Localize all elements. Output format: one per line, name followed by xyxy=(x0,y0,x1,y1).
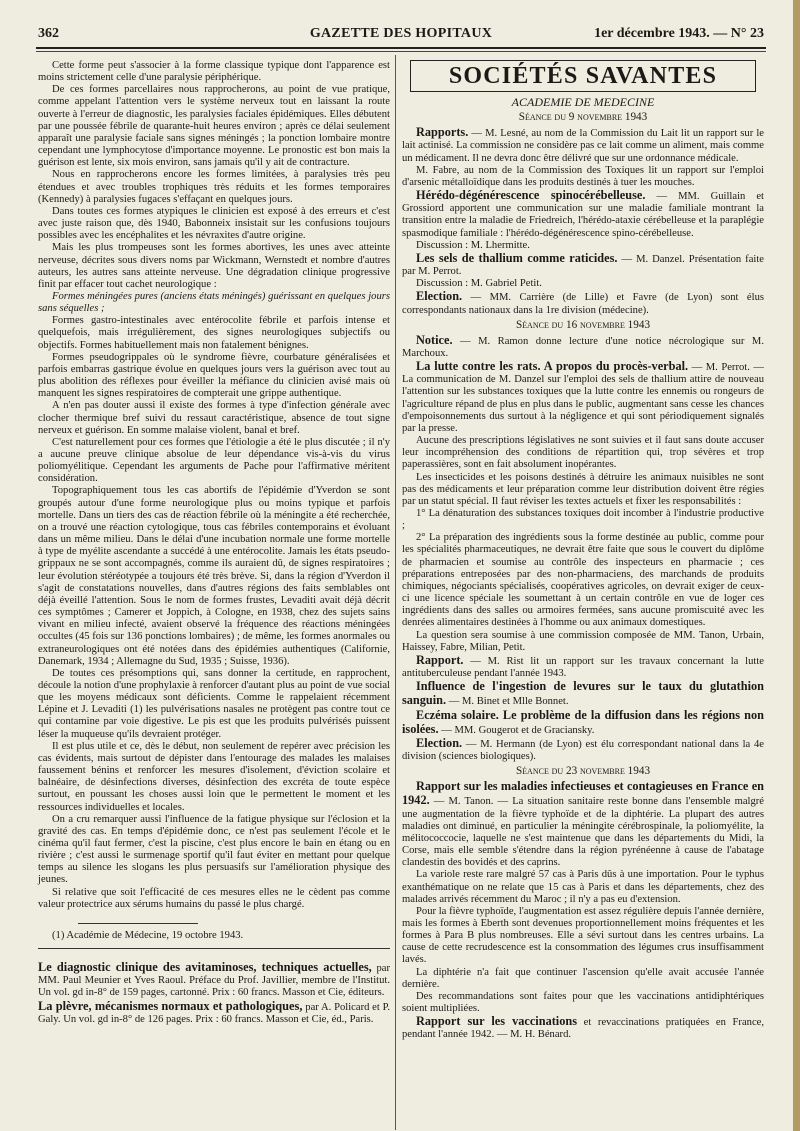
paragraph: Nous en rapprocherons encore les formes limitées, à paralysies très peu étendues et avec troubles trophiques très réduits et les formes temporaires (Kennedy) à paralysies fugaces s'effaçant en quelques jours. xyxy=(38,169,390,205)
item-heading: Election. xyxy=(416,289,463,304)
session-item xyxy=(402,165,764,189)
item-text: M. Fabre, au nom de la Commission des Toxiques lit un rapport sur l'emploi d'arsenic métalloïdique dans les produits destinés à tuer les mouches. xyxy=(402,164,764,188)
paragraph: Si relative que soit l'efficacité de ces mesures elles ne le cèdent pas comme valeur protectrice aux sérums humains du passé le plus chargé. xyxy=(38,886,390,910)
item-text: — M. Danzel. Présentation faite par M. Perrot. xyxy=(402,253,764,278)
session-item xyxy=(402,472,764,508)
paragraph: De toutes ces présomptions qui, sans donner la certitude, en rapprochent, découle la notion d'une prophylaxie à renforcer d'autant plus au point de vue social que les moyens médicaux sont déficients. Comme le rappelaient récemment Lépine et J. Levaditi (1) les pulvérisations nasales ne protègent pas contre tout ce qui contamine par voie digestive. Le pis est que les produits pulvérisés puissent léser la muqueuse qu'ils devraient protéger. xyxy=(38,667,390,740)
session-item xyxy=(402,680,764,708)
column-separator xyxy=(395,55,396,1130)
session-item xyxy=(402,654,764,680)
session-item xyxy=(402,252,764,278)
item-text: — MM. Gougerot et de Graciansky. xyxy=(441,724,595,736)
book-title: Le diagnostic clinique des avitaminoses, techniques actuelles, xyxy=(38,960,372,975)
item-heading: Election. xyxy=(416,735,463,750)
item-text: 1° La dénaturation des substances toxiques doit incomber à l'industrie productive ; xyxy=(402,508,764,532)
item-text: — MM. Guillain et Grossiord apportent une communication sur une maladie familiale montrant la transition entre la maladie de Friedreich, l'hérédo-ataxie cérébelleuse et la paraplégie spasmodique familiale : l'hérédo-dégénérescence spino-cérébelleuse. xyxy=(402,191,764,239)
sessions-container xyxy=(402,111,764,1041)
paragraph: Topographiquement tous les cas abortifs de l'épidémie d'Yverdon se sont groupés autour d'une forme neurologique plus ou moins typique et parfois mortelle. Dans un tiers des cas de réaction fébrile où la méningite a été recherchée, on a trouvé une réaction cytologique, tous cas fébriles contemporains et évoluant dans un même milieu. Dans le délai d'une incubation normale une forme mortelle à type de myélite ascendante a succédé à une entérocolite. Jamais les états pseudo-grippaux ne se sont accompagnés, comme ils auraient dû, de signes respiratoires ; leur évolution stéréotypée a toujours été très brève. Si, dans la région d'Yverdon il s'agit de constatations nouvelles, dans d'autres régions des faits semblables ont déjà éveillé l'attention. Sous le nom de formes frustes, Levaditi avait déjà décrit ces symptômes ; Camerer et Joppich, à Cologne, en 1938, chez des sujets sains vivant en milieu infecté, avaient observé la fréquence des réactions méningées occultes (45 fois sur 136 ponctions lombaires) ; de même, les formes anormales ou extraneurologiques ont été notées dans des épidémies authentiques (Californie, Danemark, 1934 ; Allemagne du Sud, 1935 ; Suisse, 1936). xyxy=(38,485,390,667)
session-item xyxy=(402,1015,764,1041)
session-heading: Séance du 9 novembre 1943 xyxy=(518,111,648,124)
item-heading: Les sels de thallium comme raticides. xyxy=(416,250,618,265)
item-heading: Influence de l'ingestion de levures sur le taux du glutathion sanguin. xyxy=(402,679,764,708)
session-item xyxy=(402,532,764,629)
item-text: La diphtérie n'a fait que continuer l'ascension qu'elle avait accusée l'année dernière. xyxy=(402,966,764,990)
session-item xyxy=(402,508,764,532)
session-heading: Séance du 16 novembre 1943 xyxy=(515,318,651,331)
session-item xyxy=(402,126,764,164)
item-text: — M. Perrot. — La communication de M. Danzel sur l'emploi des sels de thallium attire de nouveau l'attention sur les substances toxiques que la lutte contre les ennemis ou rongeurs de l'agriculture répand de plus en plus dans le public, augmentant sans cesse les chances d'empoisonnements dus surtout à la négligence et qui sont périodiquement signalés par la presse. xyxy=(402,362,764,434)
book-details: par MM. Paul Meunier et Yves Raoul. Préface du Prof. Javillier, membre de l'Institut. Un vol. gd in-8° de 159 pages, cartonné. Prix : 60 francs. Masson et Cie, éditeurs. xyxy=(38,963,390,999)
session-item xyxy=(402,906,764,967)
item-heading: Rapport sur les maladies infectieuses et contagieuses en France en 1942. xyxy=(402,779,764,808)
item-heading: Rapports. xyxy=(416,125,469,140)
paragraph: Formes méningées pures (anciens états méningés) guérissant en quelques jours sans séquelles ; xyxy=(38,290,390,315)
paragraph: Il est plus utile et ce, dès le début, non seulement de repérer avec précision les cas évidents, mais surtout de dépister dans l'entourage des malades les malaises faussement bénins et renforcer les mesures d'isolement, d'éviction scolaire et balnéaire, de désinfections diverses, désinfection des excréta de toute espèce surtout, en poussant les choses aussi loin que le permettent le moment et les ressources individuelles et locales. xyxy=(38,740,390,813)
page-header xyxy=(38,26,764,48)
session-item xyxy=(402,737,764,763)
item-text: Pour la fièvre typhoïde, l'augmentation est assez régulière depuis l'année dernière, mais les formes à Eberth sont devenues proportionnellement moins fréquentes et les formes à Para B plus nombreuses. Elle a sévi surtout dans les centres urbains. La cause de cette recrudescence est la consommation des légumes crus insuffisamment lavés. xyxy=(402,905,764,966)
item-heading: Hérédo-dégénérescence spinocérébelleuse. xyxy=(416,188,646,203)
item-heading: Rapport. xyxy=(416,652,464,667)
session-item xyxy=(402,360,764,435)
paragraph: C'est naturellement pour ces formes que l'étiologie a été le plus discutée ; il n'y a aucune preuve clinique absolue de leur dépendance vis-à-vis du virus poliomyélitique. Cependant les arguments de Pache pour l'affirmative méritent considération. xyxy=(38,436,390,485)
issue-date: 1er décembre 1943. — N° 23 xyxy=(594,26,764,41)
session-item xyxy=(402,709,764,737)
paragraph: Dans toutes ces formes atypiques le clinicien est exposé à des erreurs et c'est avec juste raison que, dès 1940, Babonneix insistait sur les confusions toujours possibles avec les encéphalites et les névraxites d'autre origine. xyxy=(38,205,390,242)
item-text: Discussion : M. Lhermitte. xyxy=(416,239,530,251)
session-item xyxy=(402,630,764,654)
item-text: — M. Hermann (de Lyon) est élu correspondant national dans la 4e division (sciences biologiques). xyxy=(402,738,764,762)
header-rule-thin xyxy=(36,51,766,52)
page-number: 362 xyxy=(38,26,59,41)
book-details: par A. Policard et P. Galy. Un vol. gd in-8° de 126 pages. Prix : 60 francs. Masson et Cie, éd., Paris. xyxy=(38,1001,390,1025)
session-item xyxy=(402,290,764,316)
item-text: — MM. Carrière (de Lille) et Favre (de Lyon) sont élus correspondants nationaux dans la 1re division (médecine). xyxy=(402,292,764,316)
book-title: La plèvre, mécanismes normaux et pathologiques, xyxy=(38,998,303,1013)
item-text: et revaccinations pratiquées en France, pendant l'année 1942. — M. H. Bénard. xyxy=(402,1017,764,1041)
item-text: Aucune des prescriptions législatives ne sont suivies et il faut sans doute accuser leur incompréhension des conditions de répartition qui, trop sévères et trop paperassières, sont en fait absolument inopérantes. xyxy=(402,435,764,471)
item-text: La variole reste rare malgré 57 cas à Paris dûs à une importation. Pour le typhus exanthématique on ne relate que 15 cas à Paris et dans les départements, chez des malades arrivés récemment du Maroc ; il n'y a pas eu d'extension. xyxy=(402,869,764,905)
item-text: 2° La préparation des ingrédients sous la forme destinée au public, comme pour les spécialités pharmaceutiques, ne devrait être faite que sous le couvert du diplôme de pharmacien et soumise au contrôle des inspecteurs en pharmacie ; ces préparations entreposées par des non-pharmaciens, des marchands de produits chimiques, négociants spécialisés, coopératives agricoles, on devrait exiger de ceux-ci une licence spéciale les soumettant à un certain contrôle en vue de loger ces ingrédients dans des salles ou armoires fermées, sans aucune promiscuité avec les denrées alimentaires destinées à l'homme ou aux animaux domestiques. xyxy=(402,532,764,629)
paragraph: A n'en pas douter aussi il existe des formes à type d'infection générale avec clocher thermique bref suivi du ressaut caractéristique, absence de tout signe nerveux et guérison. En somme malaise violent, banal et bref. xyxy=(38,400,390,436)
paragraph: De ces formes parcellaires nous rapprocherons, au point de vue pratique, comme appelant l'attention vers le système nerveux tout en laissant la route ouverte à l'erreur de diagnostic, les paralysies faciales épidémiques. Elles débutent par une poussée fébrile de quarante-huit heures environ ; après ce délai seulement apparaît une paralysie faciale sans signes méningés ; la ponction lombaire montre cependant une lymphocytose d'importance moyenne. Le pronostic est bon mais la guérison est lente, six mois environ, sans jamais qu'il y ait de contracture. xyxy=(38,84,390,169)
section-title: SOCIÉTÉS SAVANTES xyxy=(410,60,756,92)
footnote-rule xyxy=(78,923,198,924)
item-text: — M. Binet et Mlle Bonnet. xyxy=(448,696,569,708)
society-name: ACADEMIE DE MEDECINE xyxy=(511,95,655,109)
item-text: — M. Tanon. — La situation sanitaire reste bonne dans l'ensemble malgré une augmentation de la fièvre typhoïde et de la diphtérie. La plupart des autres maladies ont diminué, en particulier la méningite cérébrospinale, la poliomyélite, la mélitococcocie, laquelle ne s'est maintenue que dans les départements du Midi, la Corse, mais elle semble s'étendre dans la région pyrénéenne à cause de l'abatage clandestin des bovidés et des caprins. xyxy=(402,796,764,869)
session-item xyxy=(402,869,764,905)
page-edge xyxy=(793,0,800,1131)
session-item xyxy=(402,435,764,471)
item-text: — M. Ramon donne lecture d'une notice nécrologique sur M. Marchoux. xyxy=(402,335,764,359)
item-heading: La lutte contre les rats. A propos du procès-verbal. xyxy=(416,359,689,374)
right-column xyxy=(402,60,764,1042)
item-text: Les insecticides et les poisons destinés à détruire les animaux nuisibles ne sont pas des médicaments et leur préparation comme leur distribution doivent être régies par un statut spécial. Il faut réviser les textes actuels et fixer les responsabilités : xyxy=(402,471,764,507)
item-heading: Rapport sur les vaccinations xyxy=(416,1014,577,1029)
session-item xyxy=(402,967,764,991)
journal-title: GAZETTE DES HOPITAUX xyxy=(309,26,493,41)
item-heading: Notice. xyxy=(416,332,453,347)
footnote: (1) Académie de Médecine, 19 octobre 1943. xyxy=(52,929,244,941)
item-heading: Eczéma solaire. Le problème de la diffusion dans les régions non isolées. xyxy=(402,707,764,736)
session-item xyxy=(402,780,764,869)
session-item xyxy=(402,189,764,240)
item-text: La question sera soumise à une commission composée de MM. Tanon, Urbain, Haissey, Fabre, Milian, Petit. xyxy=(402,629,764,653)
item-text: Des recommandations sont faites pour que les vaccinations antidiphtériques soient multipliées. xyxy=(402,990,764,1015)
item-text: Discussion : M. Gabriel Petit. xyxy=(416,278,542,290)
paragraph: Mais les plus trompeuses sont les formes abortives, les unes avec atteinte nerveuse, décrites sous divers noms par Wickmann, Wernstedt et nombre d'autres auteurs, les autres sans atteinte nerveuse. Une dégradation clinique progressive finit par effacer tout cachet neurologique : xyxy=(38,242,390,290)
left-column xyxy=(38,60,390,1026)
item-text: — M. Lesné, au nom de la Commission du Lait lit un rapport sur le lait actinisé. La commission ne considère pas ce lait comme un aliment, mais comme un médicament. Il ne devra donc être délivré que sur une ordonnance médicale. xyxy=(402,128,764,164)
item-text: — M. Rist lit un rapport sur les travaux concernant la lutte antituberculeuse pendant l'année 1943. xyxy=(402,655,764,680)
session-item xyxy=(402,334,764,360)
bibliography-entry xyxy=(38,1000,390,1026)
section-rule xyxy=(38,948,390,949)
paragraph: Formes gastro-intestinales avec entérocolite fébrile et parfois intense et quelquefois, mais irrégulièrement, des signes neurologiques subjectifs ou objectifs. Formes habituellement mais non fatalement bénignes. xyxy=(38,315,390,351)
session-heading: Séance du 23 novembre 1943 xyxy=(515,765,651,778)
paragraph: Cette forme peut s'associer à la forme classique typique dont l'apparence est moins strictement celle d'une paralysie périphérique. xyxy=(38,60,390,84)
bibliography-entry xyxy=(38,961,390,999)
session-item xyxy=(402,991,764,1015)
header-rule xyxy=(36,47,766,49)
paragraph: Formes pseudogrippales où le syndrome fièvre, courbature généralisées et parfois embarras gastrique évolue en quelques jours vers la guérison avec tout au plus abolition des réflexes pour éveiller la méfiance du clinicien avisé mais où manquent les signes respiratoires de compterait une grippe authentique. xyxy=(38,351,390,400)
paragraph: On a cru remarquer aussi l'influence de la fatigue physique sur l'éclosion et la gravité des cas. En temps d'épidémie donc, ce n'est pas seulement l'école et le cinéma qu'il faut fermer, c'est la piscine, c'est plus encore le bain en étang ou en rivière ; c'est aussi le surmenage sportif qu'il faut éviter en mettant pour quelque temps au silence les slogans les plus persuasifs sur l'amélioration physique des jeunes. xyxy=(38,813,390,886)
